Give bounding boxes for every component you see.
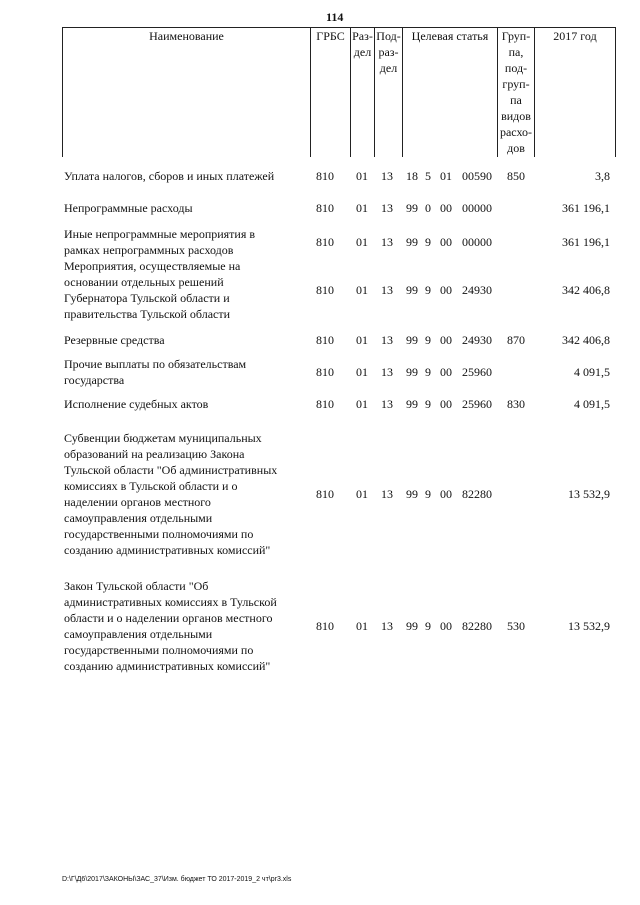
cell-main-event: 00 [440, 235, 452, 249]
cell-podrazdel: 13 [381, 201, 393, 215]
cell-razdel: 01 [356, 487, 368, 501]
cell-program: 99 [406, 333, 418, 347]
cell-main-event: 00 [440, 487, 452, 501]
cell-razdel: 01 [356, 201, 368, 215]
cell-main-event: 00 [440, 365, 452, 379]
cell-program: 99 [406, 365, 418, 379]
cell-main-event: 01 [440, 169, 452, 183]
cell-program: 99 [406, 397, 418, 411]
cell-podrazdel: 13 [381, 619, 393, 633]
header-name: Наименование [62, 27, 310, 157]
cell-direction: 00000 [462, 201, 492, 215]
cell-podrazdel: 13 [381, 235, 393, 249]
header-grbs: ГРБС [310, 27, 350, 157]
cell-podrazdel: 13 [381, 169, 393, 183]
cell-amount: 3,8 [595, 169, 610, 183]
cell-subprogram: 0 [425, 201, 431, 215]
cell-main-event: 00 [440, 333, 452, 347]
cell-vid: 870 [507, 333, 525, 347]
cell-subprogram: 5 [425, 169, 431, 183]
cell-main-event: 00 [440, 397, 452, 411]
row-name: Прочие выплаты по обязательствам государства [64, 357, 247, 387]
cell-podrazdel: 13 [381, 283, 393, 297]
cell-program: 99 [406, 235, 418, 249]
cell-subprogram: 9 [425, 397, 431, 411]
cell-subprogram: 9 [425, 333, 431, 347]
cell-razdel: 01 [356, 365, 368, 379]
cell-program: 18 [406, 169, 418, 183]
cell-vid: 530 [507, 619, 525, 633]
cell-grbs: 810 [316, 235, 334, 249]
header-razdel: Раз- дел [350, 27, 374, 157]
cell-vid: 830 [507, 397, 525, 411]
cell-main-event: 00 [440, 201, 452, 215]
cell-grbs: 810 [316, 619, 334, 633]
row-name: Мероприятия, осуществляемые на основании отдельных решений Губернатора Тульской области и правительства Тульской области [64, 259, 241, 321]
cell-podrazdel: 13 [381, 397, 393, 411]
cell-razdel: 01 [356, 333, 368, 347]
cell-subprogram: 9 [425, 365, 431, 379]
cell-main-event: 00 [440, 283, 452, 297]
cell-amount: 13 532,9 [568, 619, 610, 633]
header-gruppa-vidov-raskhodov: Груп- па, под- груп- па видов расхо- дов [497, 27, 534, 157]
cell-grbs: 810 [316, 201, 334, 215]
cell-podrazdel: 13 [381, 333, 393, 347]
cell-amount: 342 406,8 [562, 283, 610, 297]
row-name: Непрограммные расходы [64, 201, 193, 215]
cell-amount: 4 091,5 [574, 397, 610, 411]
cell-podrazdel: 13 [381, 487, 393, 501]
cell-program: 99 [406, 283, 418, 297]
row-name: Исполнение судебных актов [64, 397, 209, 411]
cell-subprogram: 9 [425, 619, 431, 633]
row-name: Иные непрограммные мероприятия в рамках непрограммных расходов [64, 227, 256, 257]
header-amount-2017: 2017 год [534, 27, 616, 157]
cell-direction: 82280 [462, 619, 492, 633]
cell-amount: 4 091,5 [574, 365, 610, 379]
cell-subprogram: 9 [425, 283, 431, 297]
cell-direction: 25960 [462, 397, 492, 411]
file-path-footer: D:\Г\Д6\2017\ЗАКОНЫ\ЗАС_37\Изм. бюджет ТО 2017-2019_2 чт\pr3.xls [62, 876, 292, 883]
cell-grbs: 810 [316, 283, 334, 297]
cell-program: 99 [406, 201, 418, 215]
row-name: Резервные средства [64, 333, 165, 347]
cell-subprogram: 9 [425, 487, 431, 501]
cell-amount: 361 196,1 [562, 201, 610, 215]
cell-main-event: 00 [440, 619, 452, 633]
cell-grbs: 810 [316, 333, 334, 347]
cell-grbs: 810 [316, 397, 334, 411]
cell-grbs: 810 [316, 365, 334, 379]
header-tselevaya-statya: Целевая статья [402, 27, 497, 157]
cell-direction: 00590 [462, 169, 492, 183]
cell-direction: 25960 [462, 365, 492, 379]
row-name: Субвенции бюджетам муниципальных образований на реализацию Закона Тульской области "Об административных комиссиях в Тульской области и о наделении органов местного самоуправления отдельными государственными полномочиями по созданию административных комиссий" [64, 431, 278, 557]
cell-grbs: 810 [316, 169, 334, 183]
row-name: Закон Тульской области "Об административных комиссиях в Тульской области и о наделении органов местного самоуправления отдельными государственными полномочиями по созданию административных комиссий" [64, 579, 277, 673]
cell-direction: 00000 [462, 235, 492, 249]
cell-razdel: 01 [356, 169, 368, 183]
cell-direction: 24930 [462, 333, 492, 347]
row-name: Уплата налогов, сборов и иных платежей [64, 169, 275, 183]
cell-grbs: 810 [316, 487, 334, 501]
page-number: 114 [326, 10, 344, 24]
cell-program: 99 [406, 487, 418, 501]
cell-razdel: 01 [356, 235, 368, 249]
header-podrazdel: Под- раз- дел [374, 27, 402, 157]
cell-amount: 13 532,9 [568, 487, 610, 501]
cell-podrazdel: 13 [381, 365, 393, 379]
cell-vid: 850 [507, 169, 525, 183]
cell-amount: 342 406,8 [562, 333, 610, 347]
cell-razdel: 01 [356, 283, 368, 297]
cell-subprogram: 9 [425, 235, 431, 249]
cell-direction: 82280 [462, 487, 492, 501]
cell-direction: 24930 [462, 283, 492, 297]
cell-razdel: 01 [356, 397, 368, 411]
cell-program: 99 [406, 619, 418, 633]
cell-amount: 361 196,1 [562, 235, 610, 249]
cell-razdel: 01 [356, 619, 368, 633]
